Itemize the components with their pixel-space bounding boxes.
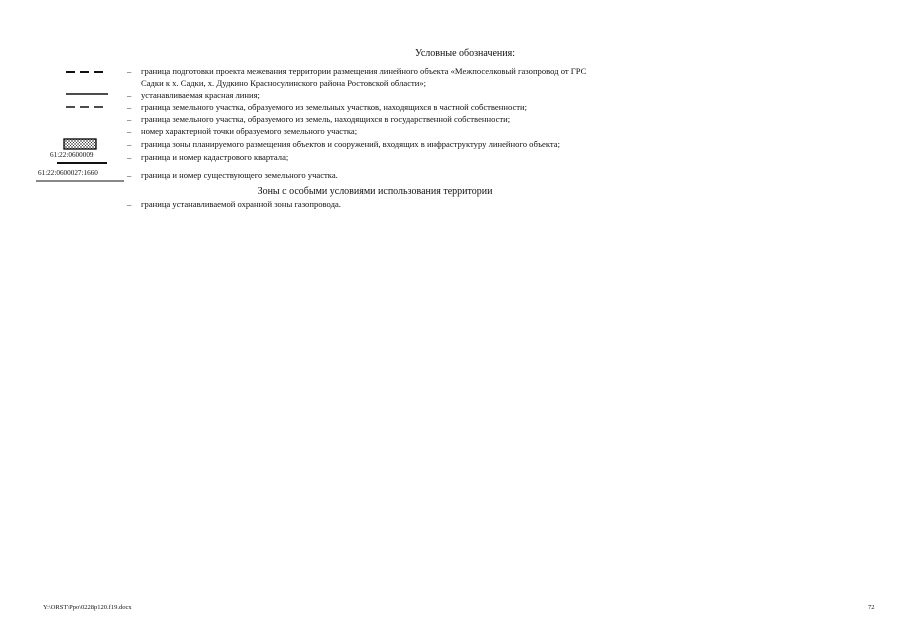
- legend-item-text: граница земельного участка, образуемого из земельных участков, находящихся в частной собственности;: [141, 102, 528, 112]
- legend-item-dash: –: [127, 114, 132, 124]
- cadastral-quarter-line-symbol: [56, 160, 108, 166]
- legend-item-dash: –: [127, 90, 132, 100]
- footer-page-number: 72: [868, 604, 875, 611]
- dashed-thick-line-symbol: [64, 68, 110, 76]
- land-plot-label: 61:22:0600027:1660: [38, 169, 98, 177]
- legend-item-text: граница и номер существующего земельного участка.: [141, 170, 338, 180]
- legend-title: Условные обозначения:: [414, 48, 515, 59]
- solid-line-symbol: [64, 90, 110, 98]
- hatched-zone-symbol: [63, 138, 97, 150]
- legend-item-dash: –: [127, 152, 132, 162]
- dashed-line-symbol: [64, 103, 110, 111]
- legend-item-text-line-1: граница подготовки проекта межевания территории размещения линейного объекта «Межпоселковый газопровод от ГРС: [141, 66, 587, 76]
- land-plot-line-symbol: [35, 178, 125, 184]
- legend-item-dash: –: [127, 102, 132, 112]
- legend-item-text: граница зоны планируемого размещения объектов и сооружений, входящих в инфраструктуру линейного объекта;: [141, 139, 560, 149]
- legend-item-dash: –: [127, 199, 132, 209]
- legend-item-dash: –: [127, 66, 132, 76]
- legend-item-text: номер характерной точки образуемого земельного участка;: [141, 126, 358, 136]
- legend-item-dash: –: [127, 139, 132, 149]
- zones-section-title: Зоны с особыми условиями использования территории: [257, 186, 493, 197]
- legend-item-dash: –: [127, 170, 132, 180]
- legend-item-dash: –: [127, 126, 132, 136]
- legend-item-text: граница и номер кадастрового квартала;: [141, 152, 289, 162]
- legend-item-text: устанавливаемая красная линия;: [141, 90, 260, 100]
- footer-file-path: Y:\ORST\Ppo\0228p120.f19.docx: [43, 604, 132, 611]
- cadastral-quarter-label: 61:22:0600009: [50, 151, 94, 159]
- legend-item-text: граница земельного участка, образуемого из земель, находящихся в государственной собственности;: [141, 114, 511, 124]
- legend-item-text: граница устанавливаемой охранной зоны газопровода.: [141, 199, 341, 209]
- legend-item-text-line-2: Садки к х. Садки, х. Дудкино Красносулинского района Ростовской области»;: [141, 78, 427, 88]
